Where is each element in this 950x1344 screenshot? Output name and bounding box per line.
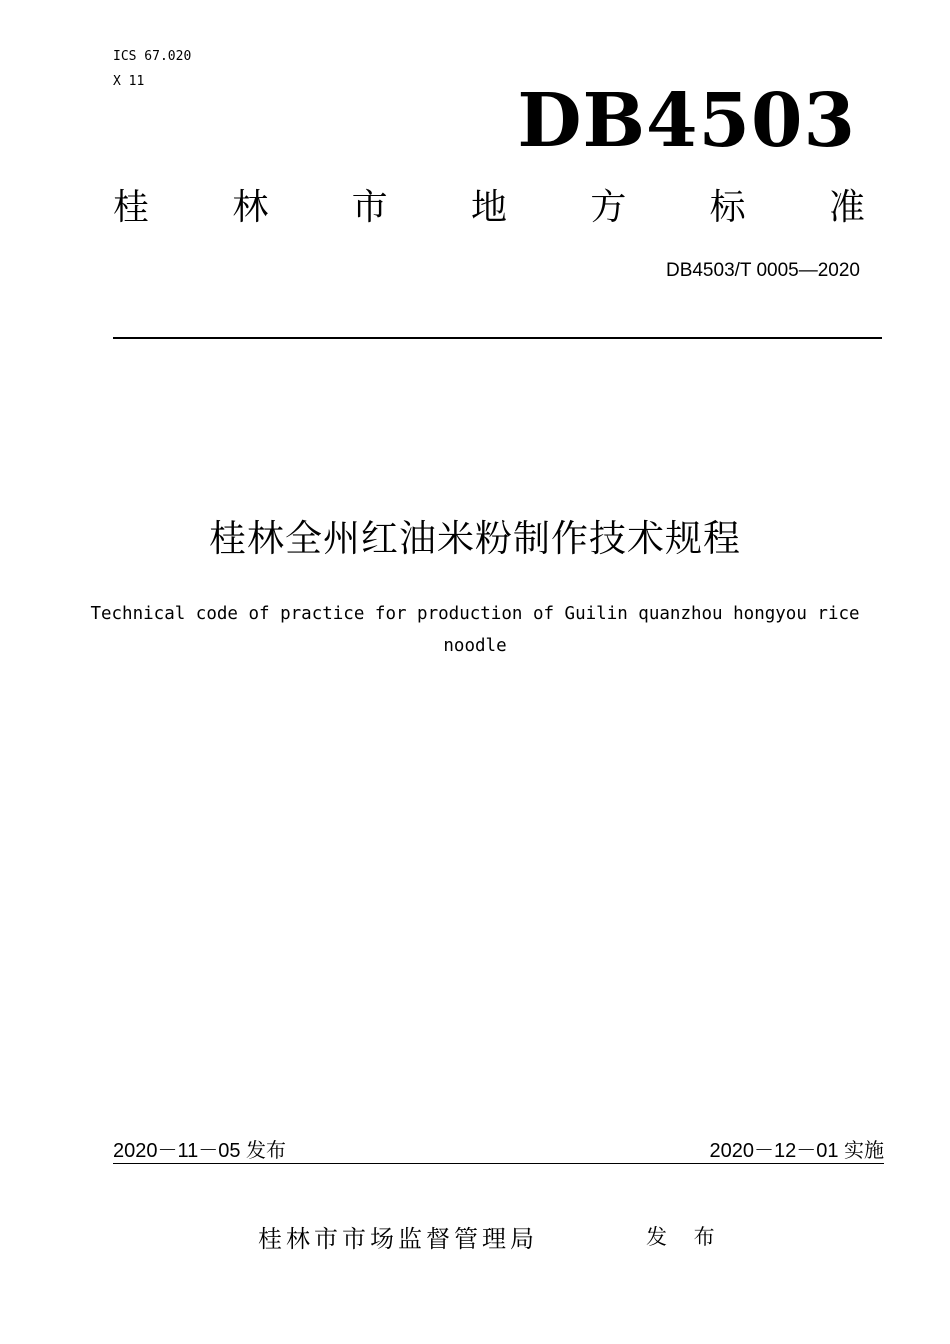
standard-type-char: 桂 bbox=[113, 187, 150, 228]
issuer-name: 桂林市市场监督管理局 bbox=[258, 1225, 538, 1253]
document-title-chinese: 桂林全州红油米粉制作技术规程 bbox=[209, 517, 741, 560]
standard-type-char: 市 bbox=[351, 187, 388, 228]
implementation-date: 2020－12－01 实施 bbox=[709, 1140, 884, 1162]
standard-type bbox=[113, 186, 865, 230]
standard-type-char: 地 bbox=[470, 187, 507, 228]
header-divider bbox=[113, 337, 882, 339]
standard-number: DB4503/T 0005—2020 bbox=[665, 260, 860, 281]
issue-date: 2020－11－05 发布 bbox=[113, 1140, 287, 1162]
footer-divider bbox=[113, 1163, 884, 1164]
standard-type-char: 林 bbox=[232, 187, 269, 228]
standard-type-char: 标 bbox=[709, 187, 746, 228]
db-logo: DB4503 bbox=[517, 78, 856, 164]
standard-type-char: 准 bbox=[828, 187, 865, 228]
issuer-suffix: 发 布 bbox=[646, 1225, 725, 1249]
document-title-english-line2: noodle bbox=[443, 636, 507, 656]
document-title-english-line1: Technical code of practice for production of Guilin quanzhou hongyou rice bbox=[90, 604, 860, 624]
classification-code: X 11 bbox=[113, 74, 145, 89]
ics-code: ICS 67.020 bbox=[113, 49, 192, 64]
standard-type-char: 方 bbox=[590, 187, 627, 228]
document-title-english bbox=[85, 598, 865, 662]
